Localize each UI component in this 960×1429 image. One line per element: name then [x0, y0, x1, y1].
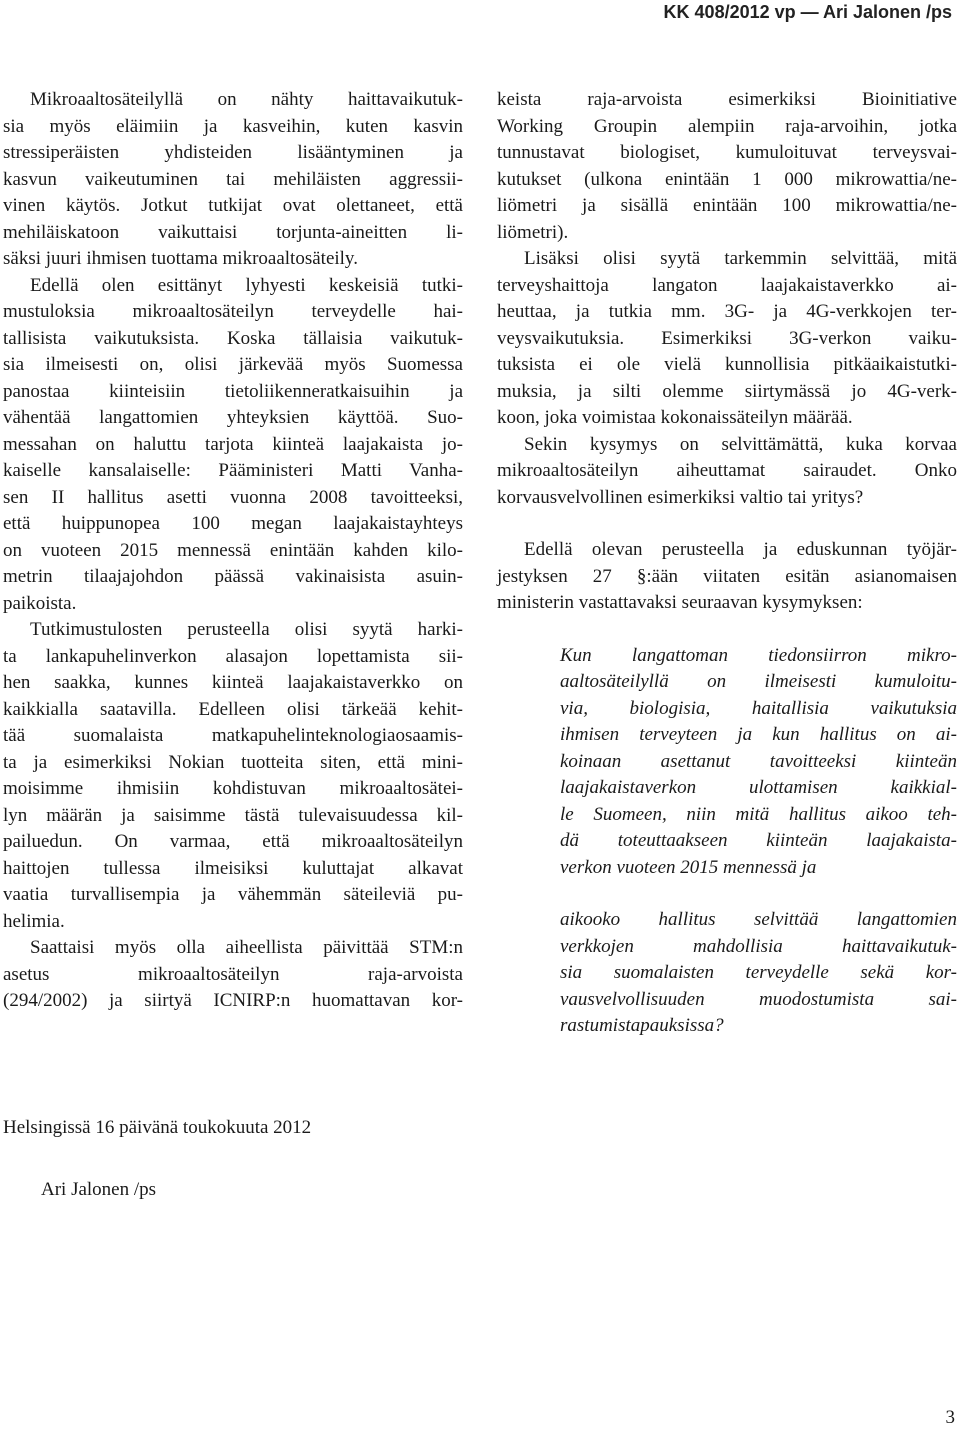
- text-line: ta ja esimerkiksi Nokian tuotteita siten, että mini-: [3, 751, 463, 773]
- paragraph-stm-regulation: [3, 935, 463, 1015]
- text-line: sen II hallitus asetti vuonna 2008 tavoitteeksi,: [3, 486, 463, 508]
- text-line: Sekin kysymys on selvittämättä, kuka korvaa: [524, 433, 957, 455]
- question-part-2: [560, 907, 957, 1040]
- text-line: on vuoteen 2015 mennessä enintään kahden kilo-: [3, 539, 463, 561]
- text-line: rastumistapauksissa?: [560, 1015, 724, 1036]
- paragraph-landline-network: [3, 617, 463, 935]
- text-line: kaiselle kansalaiselle: Pääministeri Matti Vanha-: [3, 460, 463, 481]
- text-line: heuttaa, ja tutkia mm. 3G- ja 4G-verkkojen ter-: [497, 301, 957, 322]
- text-line: Kun langattoman tiedonsiirron mikro-: [560, 644, 957, 666]
- text-line: moisimme ihmisiin kohdistuvan mikroaaltosätei-: [3, 778, 463, 799]
- left-column: [3, 87, 463, 1015]
- text-line: le Suomeen, niin mitä hallitus aikoo teh-: [560, 803, 957, 825]
- text-line: säksi juuri ihmisen tuottama mikroaaltosäteily.: [3, 248, 358, 269]
- spacer: [497, 881, 957, 907]
- text-line: tää suomalaista matkapuhelinteknologiaosaamis-: [3, 725, 463, 746]
- question-part-1: [560, 643, 957, 882]
- paragraph-effects-on-nature: [3, 87, 463, 273]
- text-line: Tutkimustulosten perusteella olisi syytä harki-: [30, 619, 463, 640]
- text-line: vähentää langattomien yhteyksien käyttöä. Suo-: [3, 407, 463, 428]
- text-line: via, biologisia, haitallisia vaikutuksia: [560, 697, 957, 719]
- text-line: korvausvelvollinen esimerkiksi valtio tai yritys?: [497, 486, 864, 508]
- text-line: liömetri ja sisällä enintään 100 mikrowattia/ne-: [497, 195, 957, 216]
- text-line: tuksista ei ole vielä kunnollisia pitkäaikaistutki-: [497, 354, 957, 375]
- text-line: panostaa kiinteisiin tietoliikenneratkaisuihin ja: [3, 380, 463, 402]
- text-line: sia ilmeisesti on, olisi järkevää myös Suomessa: [3, 354, 463, 375]
- text-line: koon, joka voimistaa kokonaissäteilyn määrää.: [497, 407, 853, 428]
- paragraph-3g-4g: [497, 246, 957, 432]
- text-line: pailuedun. On varmaa, että mikroaaltosäteilyn: [3, 831, 463, 852]
- text-line: Saattaisi myös olla aiheellista päivittää STM:n: [30, 937, 463, 958]
- spacer: [497, 617, 957, 643]
- text-line: dä toteuttaakseen kiinteän laajakaista-: [560, 830, 957, 851]
- text-line: vausvelvollisuuden muodostumista sai-: [560, 988, 957, 1010]
- text-line: aikooko hallitus selvittää langattomien: [560, 909, 957, 930]
- text-line: veysvaikutuksia. Esimerkiksi 3G-verkon vaiku-: [497, 327, 957, 349]
- text-line: laajakaistaverkon ulottamisen kaikkial-: [560, 777, 957, 798]
- text-line: ihmisen terveyteen ja kun hallitus on ai-: [560, 724, 957, 745]
- text-line: messahan on haluttu tarjota kiinteä laajakaista jo-: [3, 433, 463, 455]
- text-line: kaikkialla saatavilla. Edelleen olisi tärkeää kehit-: [3, 698, 463, 720]
- paragraph-limits-continued: [497, 87, 957, 246]
- text-line: helimia.: [3, 910, 65, 932]
- signoff-place-date: Helsingissä 16 päivänä toukokuuta 2012: [3, 1117, 312, 1138]
- text-line: haittojen tullessa ilmeisiksi kuluttajat alkavat: [3, 857, 463, 879]
- text-line: mustuloksia mikroaaltosäteilyn terveydelle hai-: [3, 301, 463, 322]
- page-number: 3: [945, 1407, 955, 1428]
- spacer: [497, 511, 957, 537]
- text-line: mehiläiskatoon vaikuttaisi torjunta-aineitten li-: [3, 221, 463, 243]
- text-line: Edellä olen esittänyt lyhyesti keskeisiä tutki-: [30, 274, 463, 296]
- text-line: sia myös eläimiin ja kasveihin, kuten kasvin: [3, 115, 463, 137]
- paragraph-question-intro: [497, 537, 957, 617]
- text-line: verkon vuoteen 2015 mennessä ja: [560, 856, 817, 878]
- signer-name: Ari Jalonen /ps: [41, 1179, 157, 1200]
- text-line: että huippunopea 100 megan laajakaistayhteys: [3, 513, 463, 534]
- text-line: stressiperäisten yhdisteiden lisääntyminen ja: [3, 142, 463, 163]
- text-line: paikoista.: [3, 592, 77, 614]
- text-line: koinaan asettanut tavoitteeksi kiinteän: [560, 750, 957, 772]
- text-line: mikroaaltosäteilyn aiheuttamat sairaudet. Onko: [497, 460, 957, 481]
- text-line: lyn määrän ja saisimme tästä tulevaisuudessa kil-: [3, 804, 463, 826]
- text-line: Edellä olevan perusteella ja eduskunnan työjär-: [524, 539, 957, 560]
- text-line: keista raja-arvoista esimerkiksi Bioinitiative: [497, 89, 957, 110]
- text-line: aaltosäteilyllä on ilmeisesti kumuloitu-: [560, 671, 957, 692]
- text-line: vaatia turvallisempia ja vähemmän säteileviä pu-: [3, 884, 463, 905]
- text-line: ta lankapuhelinverkon alasajon lopettamista sii-: [3, 645, 463, 667]
- text-line: jestyksen 27 §:ään viitaten esitän asianomaisen: [497, 565, 957, 587]
- text-line: tallisista vaikutuksista. Koska tällaisia vaikutuk-: [3, 327, 463, 349]
- text-line: asetus mikroaaltosäteilyn raja-arvoista: [3, 963, 463, 985]
- text-line: hen saakka, kunnes kiinteä laajakaistaverkko on: [3, 672, 463, 693]
- text-line: (294/2002) ja siirtyä ICNIRP:n huomattavan kor-: [3, 990, 463, 1011]
- paragraph-broadband-goals: [3, 273, 463, 618]
- text-line: Mikroaaltosäteilyllä on nähty haittavaikutuk-: [30, 89, 463, 110]
- text-line: Working Groupin alempiin raja-arvoihin, jotka: [497, 115, 957, 137]
- page-header: KK 408/2012 vp — Ari Jalonen /ps: [663, 2, 952, 22]
- text-line: liömetri).: [497, 221, 569, 243]
- text-line: sia suomalaisten terveydelle sekä kor-: [560, 962, 957, 983]
- paragraph-compensation: [497, 432, 957, 512]
- text-line: kasvun vaikeutuminen tai mehiläisten aggressii-: [3, 168, 463, 190]
- text-line: metrin tilaajajohdon päässä vakinaisista asuin-: [3, 566, 463, 587]
- text-line: kutukset (ulkona enintään 1 000 mikrowattia/ne-: [497, 168, 957, 190]
- text-line: tunnustavat biologiset, kumuloituvat terveysvai-: [497, 142, 957, 163]
- text-line: muksia, ja silti olemme siirtymässä jo 4G-verk-: [497, 380, 957, 402]
- text-line: verkkojen mahdollisia haittavaikutuk-: [560, 935, 957, 957]
- right-column: [497, 87, 957, 1040]
- text-line: vinen käytös. Jotkut tutkijat ovat olettaneet, että: [3, 195, 463, 216]
- text-line: Lisäksi olisi syytä tarkemmin selvittää, mitä: [524, 248, 957, 269]
- text-line: ministerin vastattavaksi seuraavan kysymyksen:: [497, 592, 863, 613]
- text-line: terveyshaittoja langaton laajakaistaverkko ai-: [497, 274, 957, 296]
